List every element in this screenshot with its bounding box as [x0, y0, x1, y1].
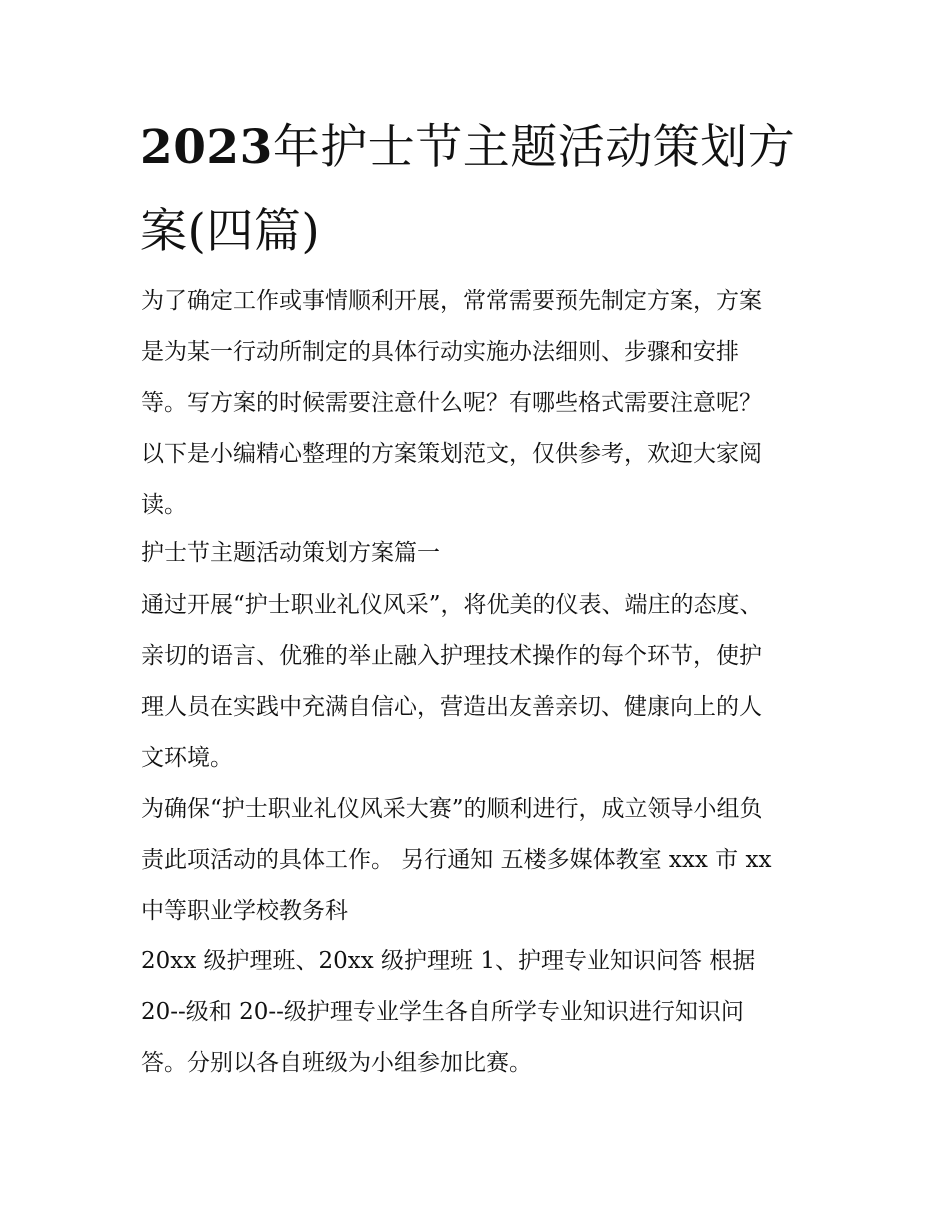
title-line-1 — [140, 106, 830, 190]
paragraph-line: 通过开展“护士职业礼仪风采”，将优美的仪表、端庄的态度、 — [141, 592, 763, 618]
section-heading-text: 护士节主题活动策划方案篇一 — [141, 540, 440, 566]
intro-line: 等。写方案的时候需要注意什么呢？有哪些格式需要注意呢？ — [141, 390, 762, 416]
section-heading — [141, 528, 821, 579]
intro-line: 是为某一行动所制定的具体行动实施办法细则、步骤和安排 — [141, 339, 739, 365]
paragraph-3 — [141, 936, 821, 1089]
paragraph-line: 亲切的语言、优雅的举止融入护理技术操作的每个环节，使护 — [141, 643, 762, 669]
intro-line: 以下是小编精心整理的方案策划范文，仅供参考，欢迎大家阅 — [141, 441, 762, 467]
document-title — [140, 106, 830, 274]
paragraph-line: 20--级和 20--级护理专业学生各自所学专业知识进行知识问 — [141, 999, 744, 1025]
intro-paragraph — [141, 276, 821, 531]
paragraph-line: 为确保“护士职业礼仪风采大赛”的顺利进行，成立领导小组负 — [141, 796, 763, 822]
paragraph-2 — [141, 784, 821, 937]
paragraph-line: 文环境。 — [141, 745, 233, 771]
title-line-2: 案(四篇) — [140, 204, 321, 259]
paragraph-line: 责此项活动的具体工作。 另行通知 五楼多媒体教室 xxx 市 xx — [141, 847, 772, 873]
paragraph-line: 答。分别以各自班级为小组参加比赛。 — [141, 1050, 532, 1076]
title-year: 2023 — [140, 120, 273, 175]
paragraph-line: 中等职业学校教务科 — [141, 898, 348, 924]
title-line-1-text: 年护士节主题活动策划方 — [272, 120, 796, 175]
paragraph-line: 理人员在实践中充满自信心，营造出友善亲切、健康向上的人 — [141, 694, 762, 720]
intro-line: 为了确定工作或事情顺利开展，常常需要预先制定方案，方案 — [141, 288, 762, 314]
intro-line: 读。 — [141, 492, 187, 518]
paragraph-line: 20xx 级护理班、20xx 级护理班 1、护理专业知识问答 根据 — [141, 948, 756, 974]
paragraph-1 — [141, 580, 821, 784]
